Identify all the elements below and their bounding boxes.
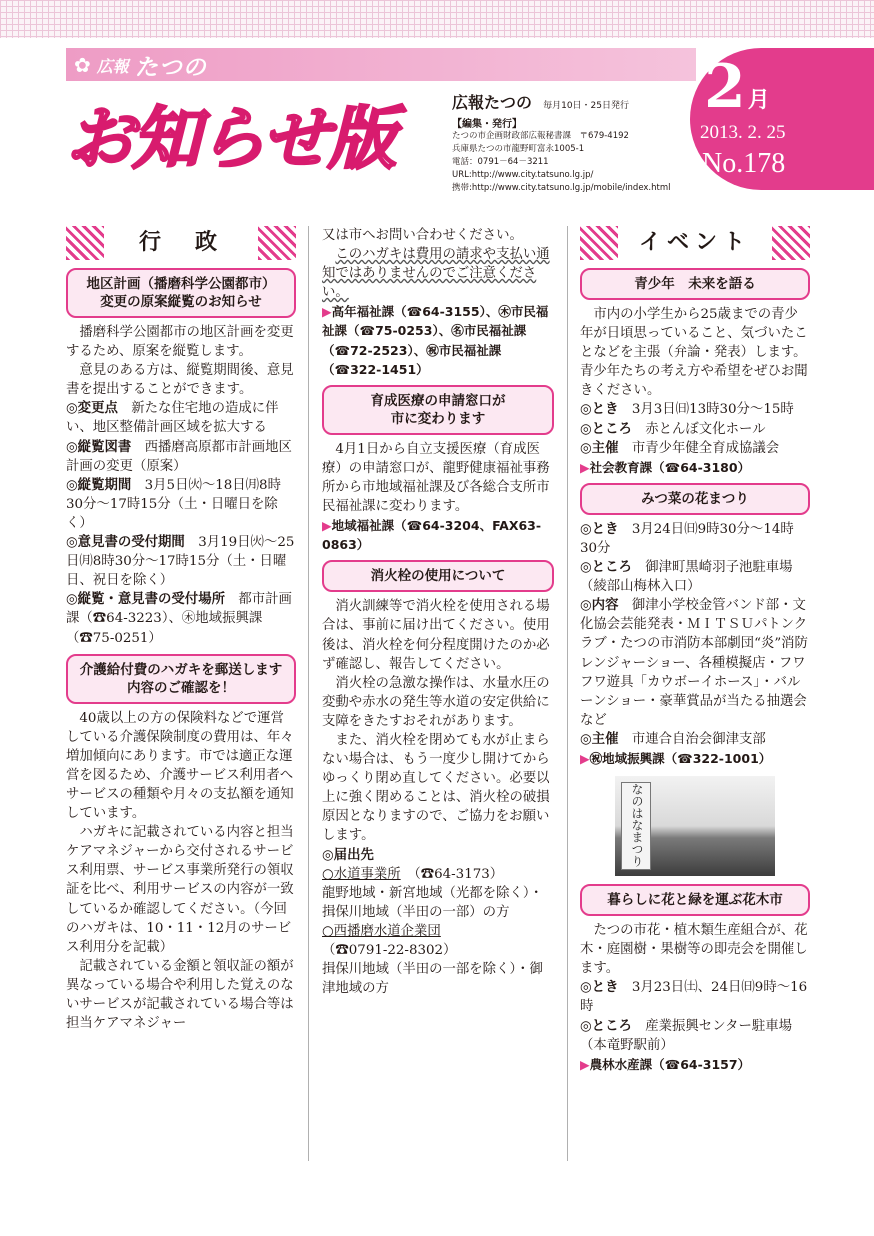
article-title-line: 市に変わります: [390, 410, 486, 427]
article-title-line: 育成医療の申請窓口が: [370, 392, 506, 409]
detail-item: [580, 400, 810, 419]
publisher-url[interactable]: URL:http://www.city.tatsuno.lg.jp/: [452, 170, 594, 180]
detail-item: [580, 520, 810, 558]
flower-logo-icon: ✿: [74, 53, 91, 77]
masthead-logo: [74, 51, 207, 79]
arrow-icon: ▶: [322, 304, 332, 320]
publish-schedule: 毎月10日・25日発行: [543, 101, 630, 111]
office-area: 揖保川地域（半田の一部を除く）・御津地域の方: [322, 962, 543, 997]
article-title: [580, 483, 810, 515]
detail-value: 新たな住宅地の造成に伴い、地区整備計画区域を拡大する: [66, 401, 279, 436]
article-title: [580, 884, 810, 916]
article-title: [66, 268, 296, 318]
article-title-line: 変更の原案縦覧のお知らせ: [100, 294, 262, 310]
detail-label: ◎とき: [580, 402, 619, 418]
article-title-line: みつ菜の花まつり: [641, 490, 749, 507]
detail-label: ◎縦覧期間: [66, 477, 132, 493]
section-heading: イベント: [580, 226, 810, 260]
publisher-phone: 電話：0791－64－3211: [452, 157, 549, 167]
publisher-title: 広報たつの: [452, 93, 533, 112]
detail-value: 御津町黒崎羽子池駐車場（綾部山梅林入口）: [580, 560, 793, 595]
detail-label: ◎とき: [580, 980, 619, 996]
article-title: [66, 654, 296, 704]
article-paragraph: このハガキは費用の請求や支払い通知ではありませんのでご注意ください。: [322, 247, 550, 301]
detail-item: [66, 476, 296, 533]
arrow-icon: ▶: [580, 750, 590, 766]
issue-date: 2013. 2. 25: [700, 122, 786, 143]
article-title-line: 消火栓の使用について: [370, 568, 506, 585]
detail-value: 赤とんぼ文化ホール: [631, 421, 766, 437]
detail-value: 市青少年健全育成協議会: [618, 440, 780, 456]
contact-info: [322, 302, 554, 378]
contact-info: [580, 749, 810, 768]
logo-big-text: たつの: [134, 54, 207, 81]
page-title: お知らせ版: [66, 100, 394, 179]
photo-sign-text: なのはなまつり: [621, 782, 651, 870]
logo-small-text: 広報: [96, 56, 129, 76]
issue-month: [704, 54, 770, 120]
issue-month-unit: 月: [747, 87, 770, 113]
detail-item: [66, 533, 296, 590]
office-phone: （☎64-3173）: [400, 866, 504, 882]
contact-text: 社会教育課（☎64-3180）: [589, 459, 751, 475]
office-area: 龍野地域・新宮地域（光都を除く）・揖保川地域（半田の一部）の方: [322, 885, 543, 920]
column-events: [580, 226, 810, 1074]
detail-value: 3月19日㈫～25日㈪8時30分～17時15分（土・日曜日、祝日を除く）: [66, 535, 295, 589]
publisher-role: 【編集・発行】: [452, 119, 522, 130]
detail-value: 3月23日㈯、24日㈰9時～16時: [580, 980, 808, 1015]
section-heading: 行 政: [66, 226, 296, 260]
article-paragraph: 40歳以上の方の保険料などで運営している介護保険制度の費用は、年々増加傾向にあります。市では適正な運営を図るため、介護サービス利用者へサービスの種類や月々の支払額を通知しています。: [66, 710, 294, 822]
column-divider: [308, 226, 309, 1161]
detail-label: ◎届出先: [322, 847, 374, 863]
detail-value: 3月3日㈰13時30分～15時: [618, 402, 794, 418]
arrow-icon: ▶: [580, 459, 590, 475]
detail-value: 産業振興センター駐車場（本竜野駅前）: [580, 1018, 793, 1053]
detail-item: [580, 1017, 810, 1055]
contact-text: 農林水産課（☎64-3157）: [589, 1056, 751, 1072]
article-paragraph: 市内の小学生から25歳までの青少年が日頃思っていること、気づいたことなどを主張（弁論・発表）します。青少年たちの考え方や希望をぜひお聞きください。: [580, 307, 808, 399]
detail-item: [580, 978, 810, 1016]
publisher-address-line: たつの市企画財政部広報秘書課 〒679-4192: [452, 131, 629, 141]
detail-value: 3月24日㈰9時30分～14時30分: [580, 521, 794, 556]
detail-item: [580, 596, 810, 730]
detail-label: ◎縦覧・意見書の受付場所: [66, 592, 225, 608]
column-divider: [567, 226, 568, 1161]
office-phone: （☎0791-22-8302）: [322, 943, 457, 958]
article-title-line: 青少年 未来を語る: [634, 276, 756, 292]
article-title: [580, 268, 810, 300]
grid-background: [0, 0, 874, 38]
article-paragraph: たつの市花・植木類生産組合が、花木・庭園樹・果樹等の即売会を開催します。: [580, 923, 808, 977]
detail-value: 西播磨高原都市計画地区計画の変更（原案）: [66, 439, 292, 474]
issue-number: No.178: [702, 148, 786, 179]
article-title-line: 内容のご確認を！: [127, 679, 235, 696]
detail-label: ◎意見書の受付期間: [66, 535, 185, 551]
detail-label: ◎ところ: [580, 421, 632, 437]
article-title-line: 介護給付費のハガキを郵送します: [79, 661, 283, 678]
detail-label: ◎変更点: [66, 401, 118, 417]
detail-label: ◎とき: [580, 521, 619, 537]
office-name: ○水道事業所: [322, 866, 401, 882]
article-paragraph: 記載されている金額と領収証の額が異なっている場合や利用した覚えのないサービスが記載されている場合等は担当ケアマネジャー: [66, 958, 294, 1032]
detail-label: ◎ところ: [580, 1018, 632, 1034]
detail-value: 市連合自治会御津支部: [618, 731, 766, 747]
detail-label: ◎主催: [580, 731, 619, 747]
contact-text: ㊗地域振興課（☎322-1001）: [589, 750, 772, 766]
detail-label: ◎主催: [580, 440, 619, 456]
detail-item: [580, 439, 810, 458]
arrow-icon: ▶: [580, 1056, 590, 1072]
publisher-mobile-url[interactable]: 携帯:http://www.city.tatsuno.lg.jp/mobile/index.html: [452, 183, 671, 193]
detail-label: ◎縦覧図書: [66, 439, 132, 455]
issue-month-number: 2: [704, 52, 746, 122]
article-paragraph: 意見のある方は、縦覧期間後、意見書を提出することができます。: [66, 363, 294, 398]
article-title: [322, 385, 554, 435]
event-photo: [615, 776, 775, 876]
detail-item: [580, 730, 810, 749]
detail-label: ◎ところ: [580, 560, 632, 576]
article-paragraph: ハガキに記載されている内容と担当ケアマネジャーから交付されるサービス利用票、サービス事業所発行の領収証を比べ、利用サービスの内容が一致しているか確認してください。（今回のハガキは、10・11・12月のサービス利用分を記載）: [66, 825, 294, 955]
arrow-icon: ▶: [322, 518, 332, 534]
detail-value: 3月5日㈫～18日㈪8時30分～17時15分（土・日曜日を除く）: [66, 477, 281, 531]
article-paragraph: 消火栓の急激な操作は、水量水圧の変動や赤水の発生等水道の安定供給に支障をきたすおそれがあります。: [322, 675, 550, 729]
contact-info: [580, 1055, 810, 1074]
publisher-address-line: 兵庫県たつの市龍野町富永1005-1: [452, 144, 585, 154]
detail-item: [66, 590, 296, 647]
detail-item: [580, 558, 810, 596]
detail-item: [322, 865, 554, 884]
article-paragraph: 4月1日から自立支援医療（育成医療）の申請窓口が、龍野健康福祉事務所から市地域福祉課及び各総合支所市民福祉課に変わります。: [322, 441, 550, 515]
article-paragraph: 播磨科学公園都市の地区計画を変更するため、原案を縦覧します。: [66, 325, 294, 360]
contact-info: [322, 516, 554, 554]
article-title: [322, 560, 554, 592]
contact-text: 地域福祉課（☎64-3204、FAX63-0863）: [322, 518, 542, 553]
publisher-info: [452, 90, 692, 195]
contact-text: 高年福祉課（☎64-3155）、㊍市民福祉課（☎75-0253）、㊔市民福祉課（☎72-2523）、㊗市民福祉課（☎322-1451）: [322, 304, 549, 377]
detail-item: [66, 399, 296, 437]
contact-info: [580, 458, 810, 477]
detail-label: ◎内容: [580, 598, 619, 614]
article-title-line: 暮らしに花と緑を運ぶ花木市: [607, 892, 783, 909]
column-administration-cont: [322, 226, 554, 998]
article-paragraph: また、消火栓を閉めても水が止まらない場合は、もう一度少し開けてからゆっくり閉め直してください。必要以上に強く閉めることは、消火栓の破損原因となりますので、ご協力をお願いします。: [322, 732, 550, 844]
office-name: ○西播磨水道企業団: [322, 923, 441, 939]
article-paragraph: 消火訓練等で消火栓を使用される場合は、事前に届け出てください。使用後は、消火栓を何分程度開けたのか必ず確認し、報告してください。: [322, 599, 550, 672]
detail-item: [66, 438, 296, 476]
column-administration: [66, 226, 296, 1033]
detail-value: 御津小学校金管バンド部・文化協会芸能発表・ＭＩＴＳＵパトンクラブ・たつの市消防本部劇団“炎”消防レンジャーショー、各種模擬店・フワフワ遊具「カウボーイホース」・バルーンショー・豪華賞品が当たる抽選会など: [580, 598, 808, 728]
article-title-line: 地区計画（播磨科学公園都市）: [86, 276, 276, 292]
detail-item: [580, 420, 810, 439]
article-paragraph: 又は市へお問い合わせください。: [322, 228, 523, 243]
detail-value: 都市計画課（☎64-3223）、㊍地域振興課（☎75-0251）: [66, 592, 292, 646]
